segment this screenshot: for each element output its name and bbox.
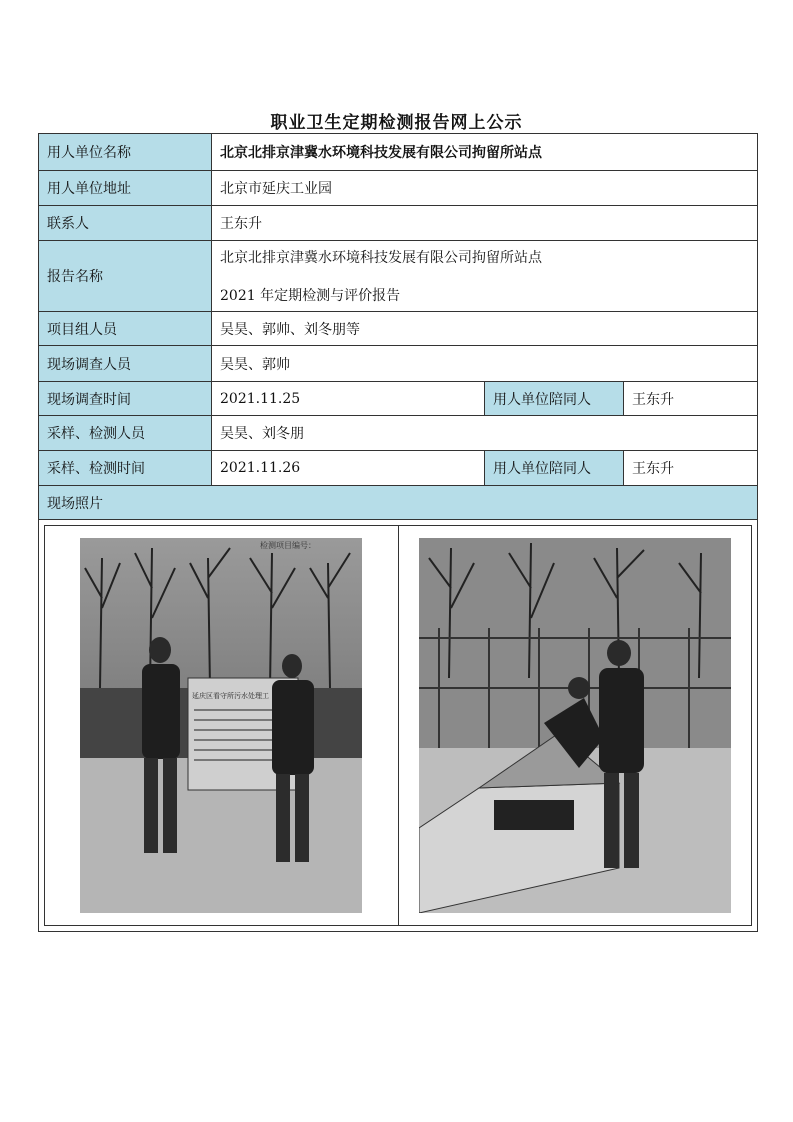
- survey-time-value: 2021.11.25: [212, 382, 485, 416]
- sampling-time-value: 2021.11.26: [212, 451, 485, 486]
- row-survey-staff: [39, 346, 758, 382]
- report-name-line1: 北京北排京津冀水环境科技发展有限公司拘留所站点: [220, 250, 542, 266]
- survey-escort-label: 用人单位陪同人: [485, 382, 624, 416]
- report-name-label: 报告名称: [39, 241, 212, 312]
- row-contact: [39, 206, 758, 241]
- row-employer-name: [39, 134, 758, 171]
- sampling-staff-value: 吴昊、刘冬朋: [212, 416, 758, 451]
- survey-escort-value: 王东升: [624, 382, 758, 416]
- sampling-escort-value: 王东升: [624, 451, 758, 486]
- row-report-name: [39, 241, 758, 312]
- survey-staff-label: 现场调查人员: [39, 346, 212, 382]
- project-team-label: 项目组人员: [39, 312, 212, 346]
- survey-staff-value: 吴昊、郭帅: [212, 346, 758, 382]
- row-photos: [39, 520, 758, 932]
- page-title: 职业卫生定期检测报告网上公示: [270, 113, 523, 133]
- sampling-time-label: 采样、检测时间: [39, 451, 212, 486]
- sign-title: 延庆区看守所污水处理工: [192, 692, 270, 700]
- report-name-value: [212, 241, 758, 312]
- photo-frame-right: [398, 526, 752, 925]
- contact-value: 王东升: [212, 206, 758, 241]
- row-sampling-staff: [39, 416, 758, 451]
- row-project-team: [39, 312, 758, 346]
- employer-name-value: 北京北排京津冀水环境科技发展有限公司拘留所站点: [212, 134, 758, 171]
- photo-frame-left: [45, 526, 398, 925]
- board-label: 检测项目编号：: [260, 541, 317, 550]
- project-team-value: 吴昊、郭帅、刘冬朋等: [212, 312, 758, 346]
- row-photos-header: [39, 486, 758, 520]
- row-employer-address: [39, 171, 758, 206]
- site-photo-1: [80, 538, 362, 913]
- row-sampling-time: [39, 451, 758, 486]
- survey-time-label: 现场调查时间: [39, 382, 212, 416]
- sampling-escort-label: 用人单位陪同人: [485, 451, 624, 486]
- employer-address-label: 用人单位地址: [39, 171, 212, 206]
- photos-label: 现场照片: [39, 486, 758, 520]
- row-survey-time: [39, 382, 758, 416]
- contact-label: 联系人: [39, 206, 212, 241]
- employer-address-value: 北京市延庆工业园: [212, 171, 758, 206]
- site-photo-2: [419, 538, 731, 913]
- report-name-line2: 2021 年定期检测与评价报告: [220, 288, 401, 304]
- photos-cell: [39, 520, 758, 932]
- employer-name-label: 用人单位名称: [39, 134, 212, 171]
- sampling-staff-label: 采样、检测人员: [39, 416, 212, 451]
- disclosure-table: [38, 133, 758, 932]
